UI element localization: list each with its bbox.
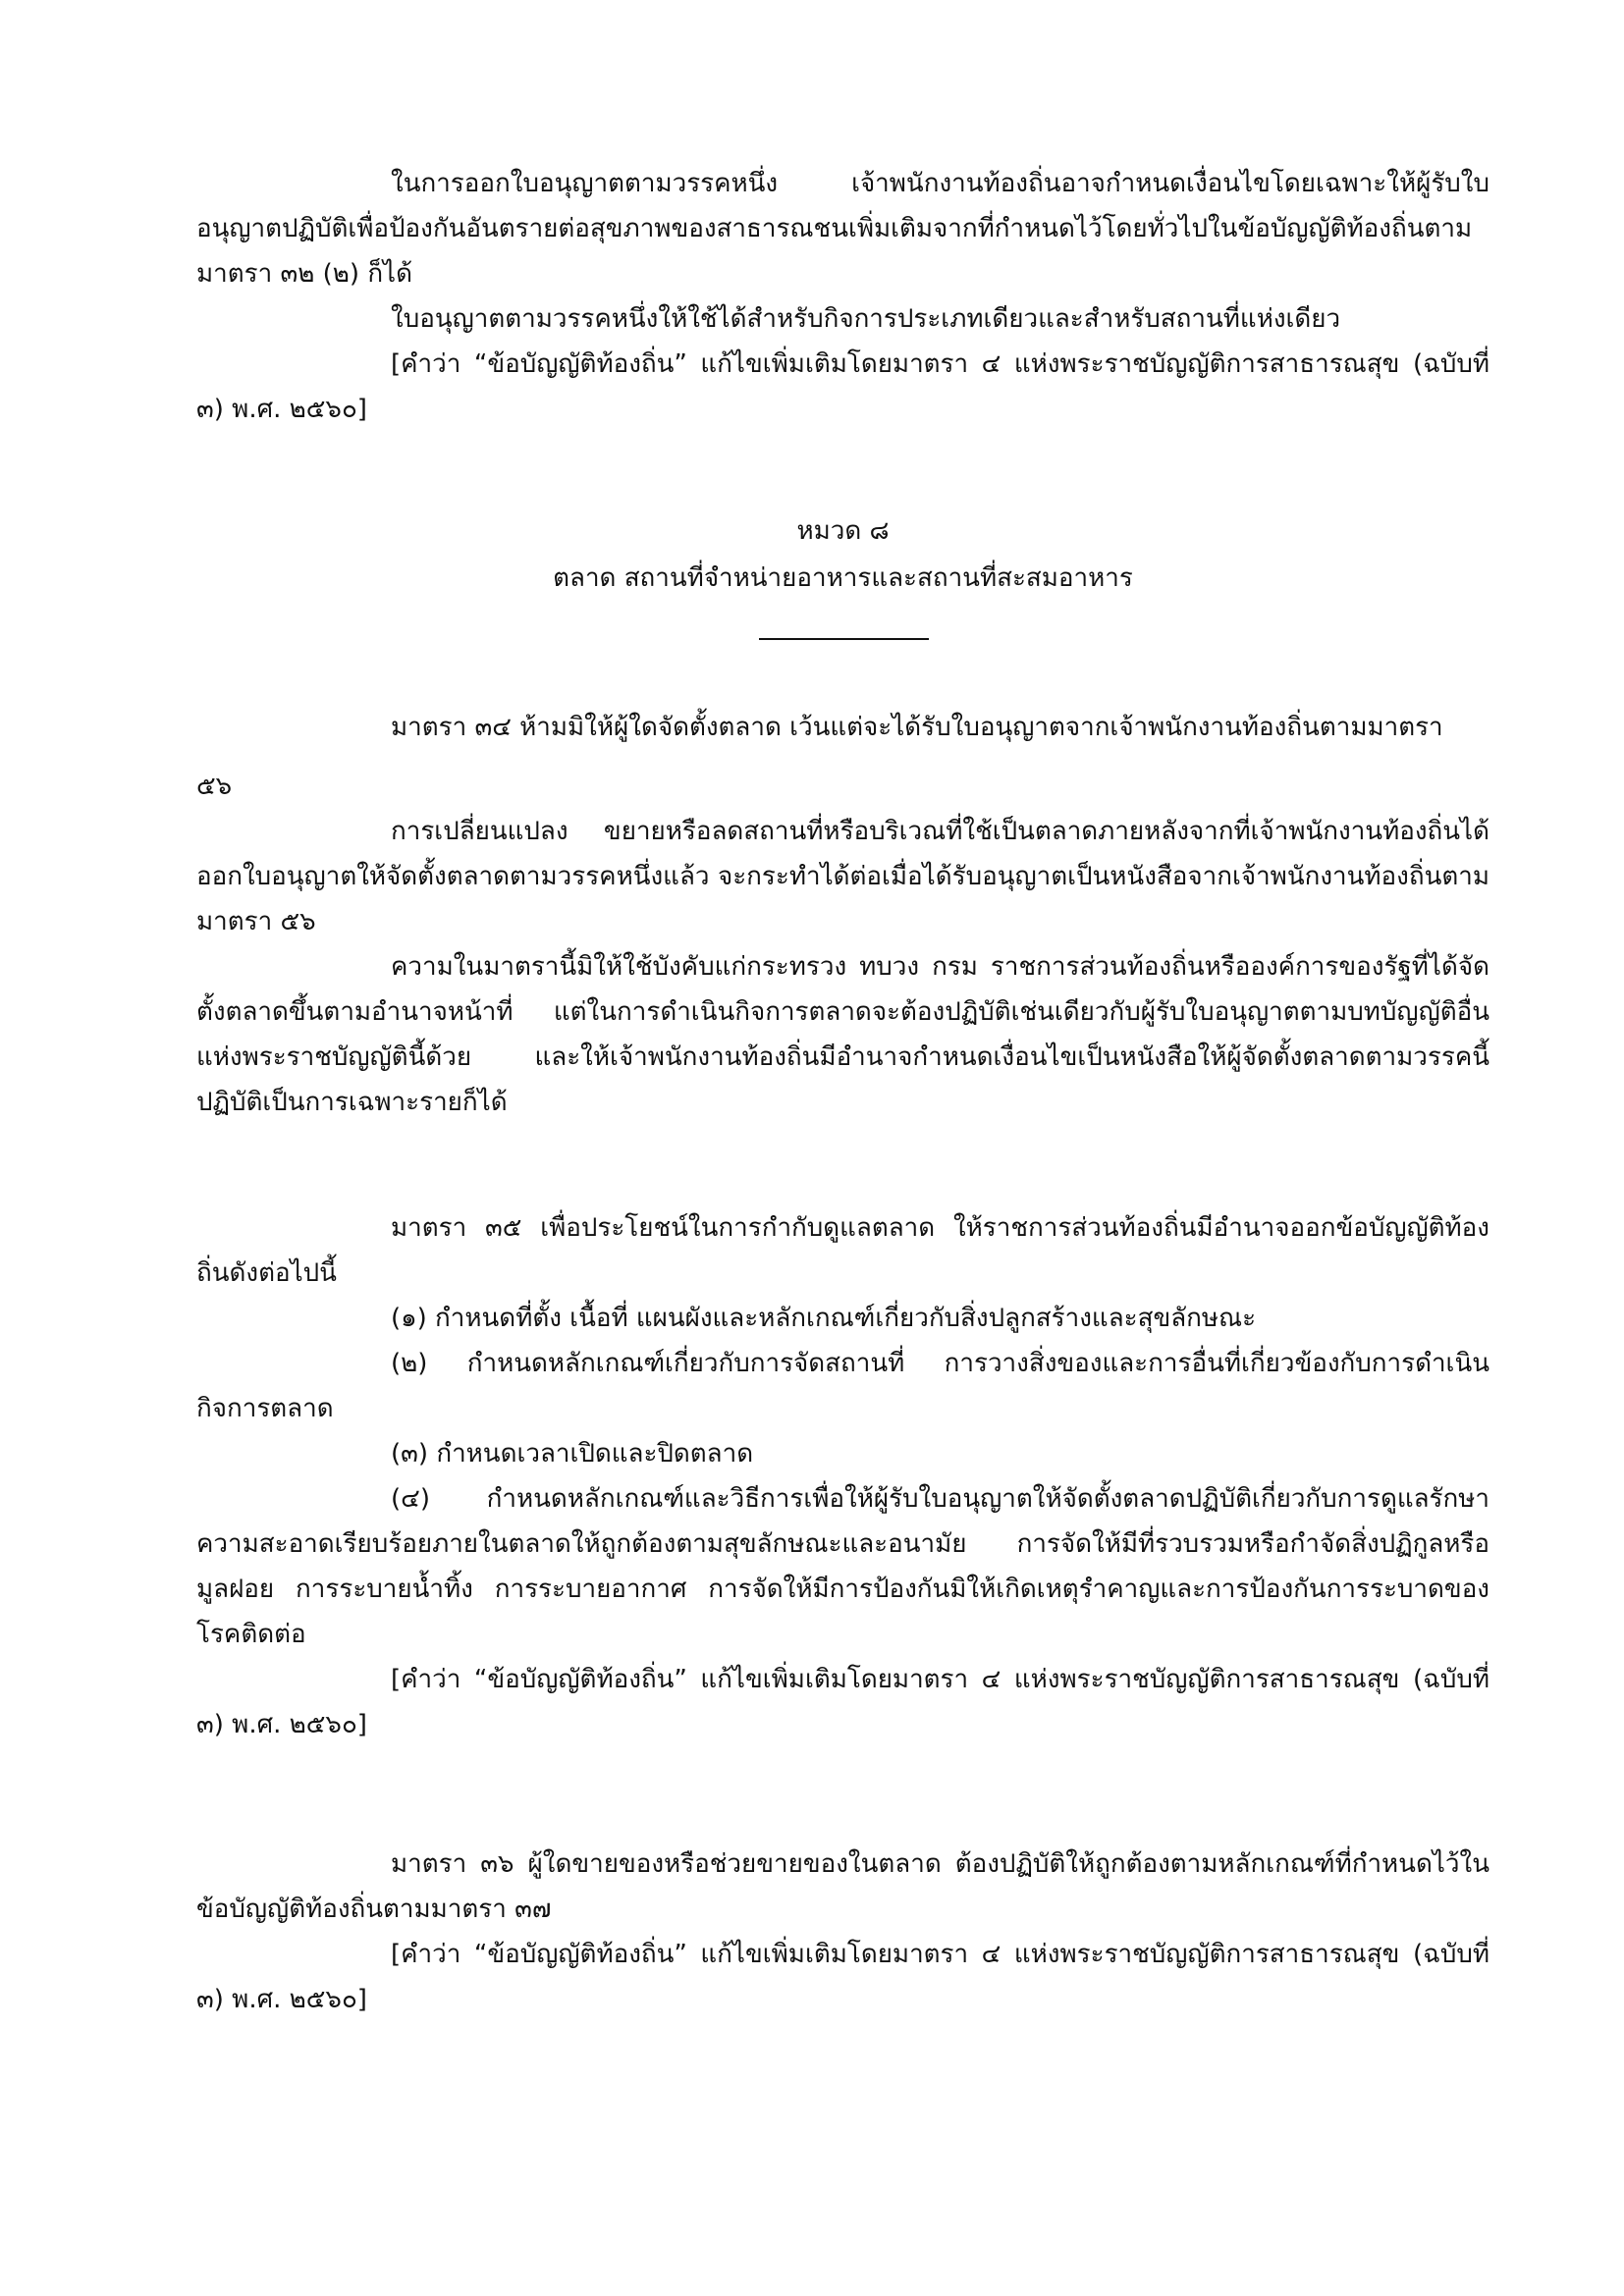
chapter-number: หมวด ๘ xyxy=(796,516,890,546)
section-35-paragraph-1: มาตรา ๓๕ เพื่อประโยชน์ในการกำกับดูแลตลาด ให้ราชการส่วนท้องถิ่นมีอำนาจออกข้อบัญญัติท้องถิ่นดังต่อไปนี้ xyxy=(196,1213,1489,1288)
section-36-paragraph-1: มาตรา ๓๖ ผู้ใดขายของหรือช่วยขายของในตลาด ต้องปฏิบัติให้ถูกต้องตามหลักเกณฑ์ที่กำหนดไว้ในข้อบัญญัติท้องถิ่นตามมาตรา ๓๗ xyxy=(196,1849,1489,1924)
section-34 xyxy=(196,705,1489,1125)
section-34-paragraph-3: ความในมาตรานี้มิให้ใช้บังคับแก่กระทรวง ทบวง กรม ราชการส่วนท้องถิ่นหรือองค์การของรัฐที่ได้จัดตั้งตลาดขึ้นตามอำนาจหน้าที่ แต่ในการดำเนินกิจการตลาดจะต้องปฏิบัติเช่นเดียวกับผู้รับใบอนุญาตตามบทบัญญัติอื่นแห่งพระราชบัญญัตินี้ด้วย และให้เจ้าพนักงานท้องถิ่นมีอำนาจกำหนดเงื่อนไขเป็นหนังสือให้ผู้จัดตั้งตลาดตามวรรคนี้ปฏิบัติเป็นการเฉพาะรายก็ได้ xyxy=(196,952,1489,1117)
intro-paragraph-1: ในการออกใบอนุญาตตามวรรคหนึ่ง เจ้าพนักงานท้องถิ่นอาจกำหนดเงื่อนไขโดยเฉพาะให้ผู้รับใบอนุญาตปฏิบัติเพื่อป้องกันอันตรายต่อสุขภาพของสาธารณชนเพิ่มเติมจากที่กำหนดไว้โดยทั่วไปในข้อบัญญัติท้องถิ่นตามมาตรา ๓๒ (๒) ก็ได้ xyxy=(196,169,1489,289)
section-36 xyxy=(196,1842,1489,2022)
section-35-item-3: (๓) กำหนดเวลาเปิดและปิดตลาด xyxy=(391,1439,754,1468)
section-34-paragraph-1-continued: ๕๖ xyxy=(196,772,233,801)
section-35-item-1: (๑) กำหนดที่ตั้ง เนื้อที่ แผนผังและหลักเกณฑ์เกี่ยวกับสิ่งปลูกสร้างและสุขลักษณะ xyxy=(391,1304,1257,1333)
section-36-amendment-note: [คำว่า “ข้อบัญญัติท้องถิ่น” แก้ไขเพิ่มเติมโดยมาตรา ๔ แห่งพระราชบัญญัติการสาธารณสุข (ฉบับที่ ๓) พ.ศ. ๒๕๖๐] xyxy=(196,1940,1489,2014)
section-34-paragraph-1: มาตรา ๓๔ ห้ามมิให้ผู้ใดจัดตั้งตลาด เว้นแต่จะได้รับใบอนุญาตจากเจ้าพนักงานท้องถิ่นตามมาตรา xyxy=(391,713,1443,742)
section-35 xyxy=(196,1205,1489,1747)
intro-block xyxy=(196,161,1489,432)
chapter-title: ตลาด สถานที่จำหน่ายอาหารและสถานที่สะสมอาหาร xyxy=(553,563,1133,593)
intro-paragraph-2: ใบอนุญาตตามวรรคหนึ่งให้ใช้ได้สำหรับกิจการประเภทเดียวและสำหรับสถานที่แห่งเดียว xyxy=(391,304,1341,334)
intro-amendment-note: [คำว่า “ข้อบัญญัติท้องถิ่น” แก้ไขเพิ่มเติมโดยมาตรา ๔ แห่งพระราชบัญญัติการสาธารณสุข (ฉบับที่ ๓) พ.ศ. ๒๕๖๐] xyxy=(196,349,1489,424)
section-35-amendment-note: [คำว่า “ข้อบัญญัติท้องถิ่น” แก้ไขเพิ่มเติมโดยมาตรา ๔ แห่งพระราชบัญญัติการสาธารณสุข (ฉบับที่ ๓) พ.ศ. ๒๕๖๐] xyxy=(196,1665,1489,1739)
section-34-paragraph-2: การเปลี่ยนแปลง ขยายหรือลดสถานที่หรือบริเวณที่ใช้เป็นตลาดภายหลังจากที่เจ้าพนักงานท้องถิ่นได้ออกใบอนุญาตให้จัดตั้งตลาดตามวรรคหนึ่งแล้ว จะกระทำได้ต่อเมื่อได้รับอนุญาตเป็นหนังสือจากเจ้าพนักงานท้องถิ่นตามมาตรา ๕๖ xyxy=(196,817,1489,936)
chapter-divider xyxy=(759,638,929,640)
section-35-item-4: (๔) กำหนดหลักเกณฑ์และวิธีการเพื่อให้ผู้รับใบอนุญาตให้จัดตั้งตลาดปฏิบัติเกี่ยวกับการดูแลรักษาความสะอาดเรียบร้อยภายในตลาดให้ถูกต้องตามสุขลักษณะและอนามัย การจัดให้มีที่รวบรวมหรือกำจัดสิ่งปฏิกูลหรือมูลฝอย การระบายน้ำทิ้ง การระบายอากาศ การจัดให้มีการป้องกันมิให้เกิดเหตุรำคาญและการป้องกันการระบาดของโรคติดต่อ xyxy=(196,1484,1489,1649)
section-35-item-2: (๒) กำหนดหลักเกณฑ์เกี่ยวกับการจัดสถานที่ การวางสิ่งของและการอื่นที่เกี่ยวข้องกับการดำเนินกิจการตลาด xyxy=(196,1349,1489,1423)
